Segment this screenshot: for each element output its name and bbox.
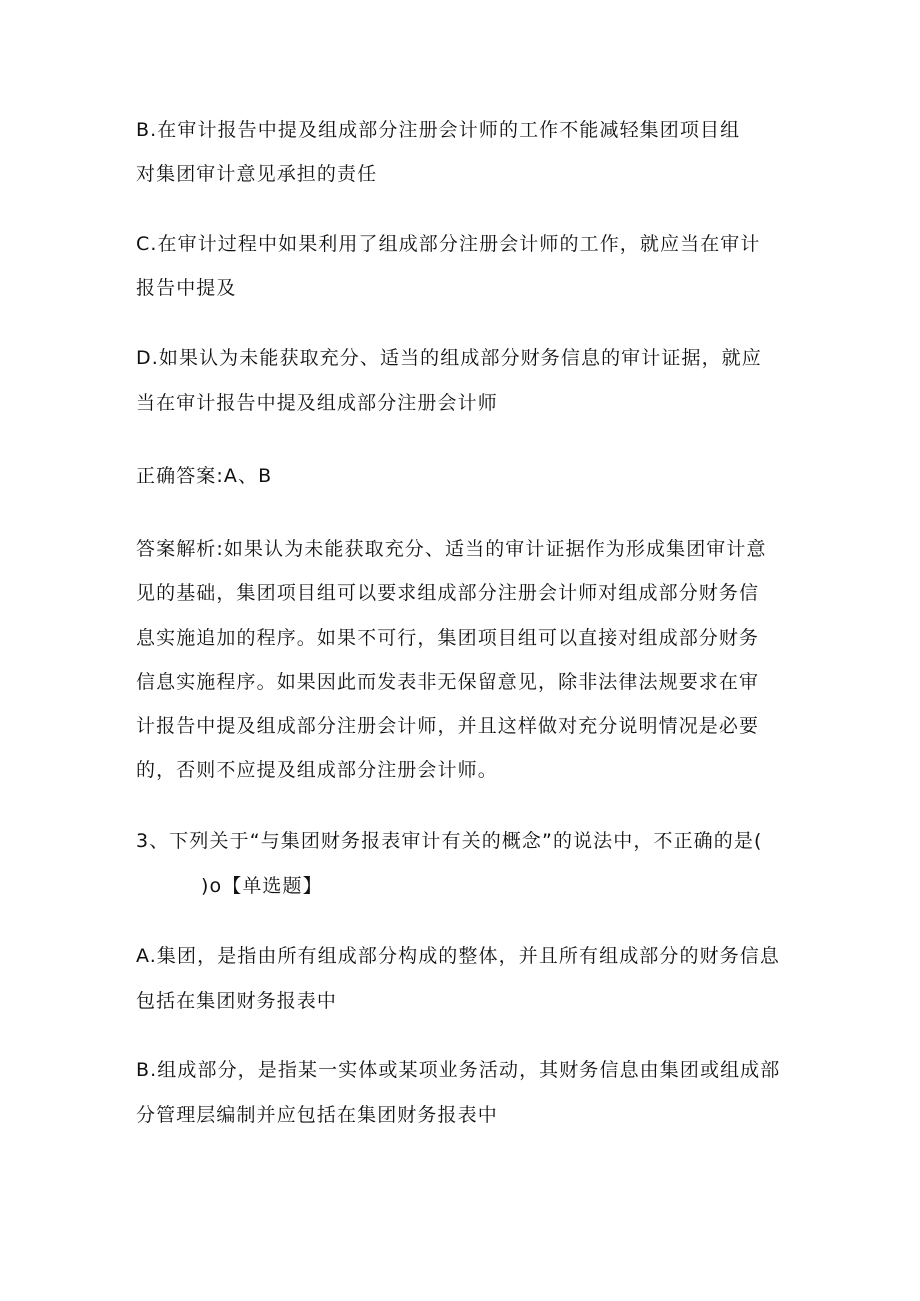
- q3-option-b-line-1: B.组成部分，是指某一实体或某项业务活动，其财务信息由集团或组成部: [136, 1059, 781, 1081]
- analysis-line-3: 息实施追加的程序。如果不可行，集团项目组可以直接对组成部分财务: [136, 627, 760, 649]
- option-d-line-2: 当在审计报告中提及组成部分注册会计师: [136, 392, 498, 414]
- analysis-line-1: 答案解析:如果认为未能获取充分、适当的审计证据作为形成集团审计意: [136, 538, 767, 560]
- analysis-line-6: 的，否则不应提及组成部分注册会计师。: [136, 759, 498, 781]
- correct-answer: 正确答案:A、B: [136, 465, 273, 487]
- option-d-line-1: D.如果认为未能获取充分、适当的组成部分财务信息的审计证据，就应: [136, 347, 762, 369]
- option-c-line-2: 报告中提及: [136, 277, 237, 299]
- option-b-line-1: B.在审计报告中提及组成部分注册会计师的工作不能减轻集团项目组: [136, 119, 741, 141]
- question-3-line-2: )o【单选题】: [201, 875, 323, 897]
- q3-option-a-line-2: 包括在集团财务报表中: [136, 990, 338, 1012]
- option-b-line-2: 对集团审计意见承担的责任: [136, 163, 378, 185]
- q3-option-b-line-2: 分管理层编制并应包括在集团财务报表中: [136, 1104, 498, 1126]
- analysis-line-2: 见的基础，集团项目组可以要求组成部分注册会计师对组成部分财务信: [136, 582, 760, 604]
- analysis-line-4: 信息实施程序。如果因此而发表非无保留意见，除非法律法规要求在审: [136, 671, 760, 693]
- q3-option-a-line-1: A.集团，是指由所有组成部分构成的整体，并且所有组成部分的财务信息: [136, 945, 781, 967]
- option-c-line-1: C.在审计过程中如果利用了组成部分注册会计师的工作，就应当在审计: [136, 233, 761, 255]
- question-3-line-1: 3、下列关于“与集团财务报表审计有关的概念”的说法中，不正确的是(: [136, 830, 763, 852]
- analysis-line-5: 计报告中提及组成部分注册会计师，并且这样做对充分说明情况是必要: [136, 715, 760, 737]
